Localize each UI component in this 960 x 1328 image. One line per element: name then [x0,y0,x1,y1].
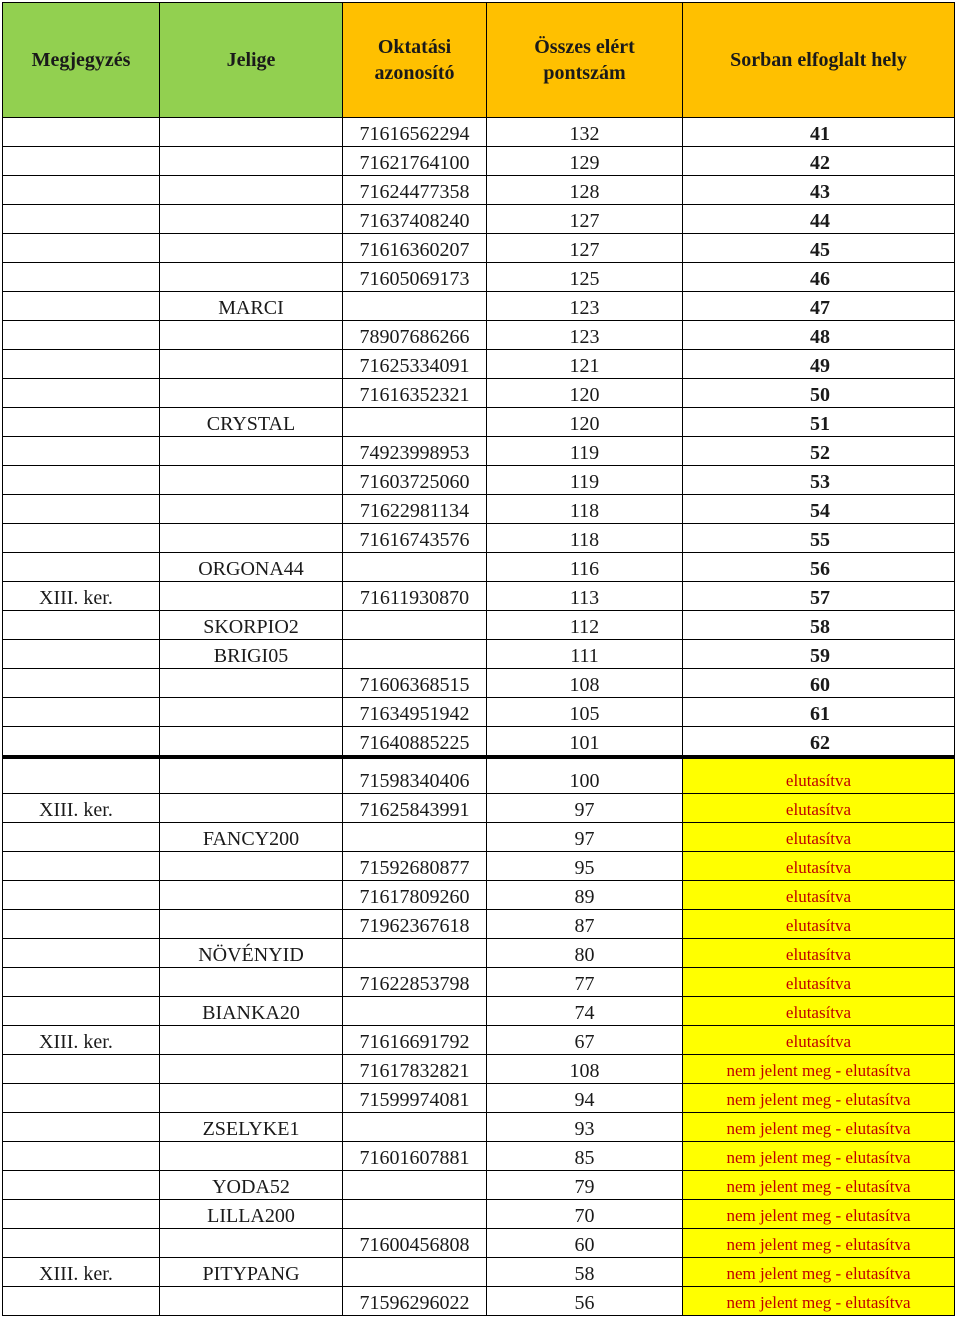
code-cell [160,350,343,379]
id-cell: 71962367618 [343,910,487,939]
score-cell: 116 [487,553,683,582]
rank-cell: 54 [683,495,955,524]
note-cell [3,524,160,553]
note-cell [3,997,160,1026]
note-cell [3,118,160,147]
id-cell: 71617832821 [343,1055,487,1084]
header-note: Megjegyzés [3,3,160,118]
score-cell: 121 [487,350,683,379]
note-cell [3,852,160,881]
score-cell: 97 [487,794,683,823]
rank-cell: 42 [683,147,955,176]
note-cell [3,910,160,939]
id-cell: 71596296022 [343,1287,487,1316]
note-cell [3,823,160,852]
status-cell: nem jelent meg - elutasítva [683,1084,955,1113]
rank-cell: 52 [683,437,955,466]
id-cell: 71600456808 [343,1229,487,1258]
note-cell [3,553,160,582]
table-row [3,1026,955,1055]
score-cell: 108 [487,1055,683,1084]
id-cell [343,997,487,1026]
status-cell: elutasítva [683,910,955,939]
id-cell: 71637408240 [343,205,487,234]
score-cell: 77 [487,968,683,997]
id-cell: 71616743576 [343,524,487,553]
code-cell: MARCI [160,292,343,321]
note-cell [3,350,160,379]
code-cell: ZSELYKE1 [160,1113,343,1142]
id-cell: 71611930870 [343,582,487,611]
note-cell [3,495,160,524]
score-cell: 127 [487,234,683,263]
table-row [3,939,955,968]
status-cell: nem jelent meg - elutasítva [683,1055,955,1084]
table-row [3,727,955,758]
table-row [3,408,955,437]
table-row [3,1113,955,1142]
note-cell [3,321,160,350]
id-cell: 78907686266 [343,321,487,350]
rank-cell: 46 [683,263,955,292]
code-cell: PITYPANG [160,1258,343,1287]
id-cell [343,1171,487,1200]
id-cell [343,1258,487,1287]
note-cell [3,1287,160,1316]
rank-cell: 62 [683,727,955,758]
score-cell: 119 [487,466,683,495]
score-cell: 93 [487,1113,683,1142]
id-cell: 71634951942 [343,698,487,727]
note-cell [3,881,160,910]
id-cell [343,408,487,437]
id-cell [343,1113,487,1142]
id-cell: 71616691792 [343,1026,487,1055]
status-cell: nem jelent meg - elutasítva [683,1142,955,1171]
score-cell: 127 [487,205,683,234]
id-cell: 71625334091 [343,350,487,379]
score-cell: 112 [487,611,683,640]
rank-cell: 50 [683,379,955,408]
score-cell: 108 [487,669,683,698]
table-row [3,466,955,495]
code-cell [160,1084,343,1113]
table-row [3,350,955,379]
status-cell: nem jelent meg - elutasítva [683,1229,955,1258]
table-row [3,823,955,852]
table-row [3,852,955,881]
code-cell: CRYSTAL [160,408,343,437]
note-cell [3,147,160,176]
id-cell [343,823,487,852]
table-row [3,1200,955,1229]
table-row [3,669,955,698]
note-cell [3,1200,160,1229]
id-cell: 71640885225 [343,727,487,758]
rank-cell: 48 [683,321,955,350]
id-cell [343,1200,487,1229]
results-table-wrapper [2,2,955,1316]
code-cell [160,321,343,350]
table-row [3,321,955,350]
rank-cell: 60 [683,669,955,698]
header-id-text: Oktatási azonosító [374,36,455,84]
note-cell [3,669,160,698]
note-cell: XIII. ker. [3,582,160,611]
table-row [3,553,955,582]
score-cell: 123 [487,292,683,321]
header-rank: Sorban elfoglalt hely [683,3,955,118]
table-row [3,234,955,263]
note-cell [3,205,160,234]
note-cell [3,437,160,466]
note-cell [3,1084,160,1113]
score-cell: 118 [487,524,683,553]
id-cell: 71621764100 [343,147,487,176]
code-cell: ORGONA44 [160,553,343,582]
id-cell: 71622853798 [343,968,487,997]
id-cell: 71592680877 [343,852,487,881]
id-cell [343,553,487,582]
code-cell [160,466,343,495]
table-row [3,968,955,997]
table-row [3,1142,955,1171]
score-cell: 94 [487,1084,683,1113]
code-cell [160,881,343,910]
code-cell [160,263,343,292]
code-cell [160,176,343,205]
rank-cell: 45 [683,234,955,263]
rank-cell: 41 [683,118,955,147]
table-row [3,698,955,727]
score-cell: 120 [487,408,683,437]
table-row [3,1229,955,1258]
table-row [3,118,955,147]
score-cell: 128 [487,176,683,205]
id-cell: 71599974081 [343,1084,487,1113]
table-row [3,794,955,823]
table-row [3,437,955,466]
status-cell: elutasítva [683,757,955,794]
code-cell [160,910,343,939]
rank-cell: 58 [683,611,955,640]
status-cell: elutasítva [683,881,955,910]
note-cell [3,1113,160,1142]
id-cell [343,939,487,968]
rank-cell: 44 [683,205,955,234]
status-cell: elutasítva [683,1026,955,1055]
note-cell [3,727,160,758]
code-cell: YODA52 [160,1171,343,1200]
id-cell [343,640,487,669]
note-cell [3,379,160,408]
rank-cell: 61 [683,698,955,727]
table-row [3,147,955,176]
id-cell: 71616352321 [343,379,487,408]
rank-cell: 51 [683,408,955,437]
status-cell: nem jelent meg - elutasítva [683,1200,955,1229]
code-cell [160,147,343,176]
note-cell [3,176,160,205]
id-cell: 71606368515 [343,669,487,698]
status-cell: elutasítva [683,939,955,968]
code-cell: FANCY200 [160,823,343,852]
id-cell: 74923998953 [343,437,487,466]
code-cell [160,379,343,408]
code-cell: BIANKA20 [160,997,343,1026]
rank-cell: 43 [683,176,955,205]
score-cell: 85 [487,1142,683,1171]
score-cell: 87 [487,910,683,939]
score-cell: 119 [487,437,683,466]
note-cell [3,1229,160,1258]
id-cell: 71617809260 [343,881,487,910]
table-row [3,757,955,794]
table-row [3,524,955,553]
note-cell [3,1171,160,1200]
code-cell [160,727,343,758]
header-code: Jelige [160,3,343,118]
table-body [3,118,955,1316]
note-cell: XIII. ker. [3,1258,160,1287]
header-id [343,3,487,118]
score-cell: 67 [487,1026,683,1055]
code-cell [160,437,343,466]
code-cell [160,698,343,727]
status-cell: elutasítva [683,852,955,881]
code-cell [160,669,343,698]
score-cell: 89 [487,881,683,910]
score-cell: 95 [487,852,683,881]
code-cell [160,794,343,823]
code-cell [160,1142,343,1171]
table-row [3,1287,955,1316]
code-cell: BRIGI05 [160,640,343,669]
table-row [3,611,955,640]
table-row [3,263,955,292]
score-cell: 70 [487,1200,683,1229]
note-cell [3,234,160,263]
status-cell: nem jelent meg - elutasítva [683,1171,955,1200]
id-cell: 71601607881 [343,1142,487,1171]
table-row [3,1084,955,1113]
status-cell: elutasítva [683,823,955,852]
note-cell [3,466,160,495]
rank-cell: 55 [683,524,955,553]
score-cell: 132 [487,118,683,147]
code-cell: SKORPIO2 [160,611,343,640]
table-row [3,1171,955,1200]
code-cell [160,852,343,881]
id-cell [343,611,487,640]
note-cell [3,611,160,640]
table-row [3,910,955,939]
id-cell: 71616360207 [343,234,487,263]
rank-cell: 59 [683,640,955,669]
code-cell [160,582,343,611]
score-cell: 56 [487,1287,683,1316]
code-cell: LILLA200 [160,1200,343,1229]
rank-cell: 49 [683,350,955,379]
score-cell: 105 [487,698,683,727]
score-cell: 79 [487,1171,683,1200]
code-cell [160,524,343,553]
score-cell: 58 [487,1258,683,1287]
status-cell: nem jelent meg - elutasítva [683,1113,955,1142]
note-cell [3,968,160,997]
code-cell [160,205,343,234]
results-table [2,2,955,1316]
status-cell: elutasítva [683,997,955,1026]
score-cell: 97 [487,823,683,852]
status-cell: elutasítva [683,794,955,823]
rank-cell: 56 [683,553,955,582]
rank-cell: 57 [683,582,955,611]
score-cell: 113 [487,582,683,611]
note-cell [3,640,160,669]
code-cell [160,1055,343,1084]
score-cell: 129 [487,147,683,176]
code-cell [160,1229,343,1258]
status-cell: elutasítva [683,968,955,997]
header-row [3,3,955,118]
rank-cell: 47 [683,292,955,321]
note-cell [3,698,160,727]
status-cell: nem jelent meg - elutasítva [683,1258,955,1287]
score-cell: 111 [487,640,683,669]
code-cell [160,1287,343,1316]
table-row [3,640,955,669]
score-cell: 120 [487,379,683,408]
table-row [3,205,955,234]
note-cell [3,292,160,321]
note-cell [3,408,160,437]
id-cell: 71603725060 [343,466,487,495]
table-row [3,1055,955,1084]
table-row [3,292,955,321]
header-score-text: Összes elért pontszám [534,36,635,84]
score-cell: 101 [487,727,683,758]
score-cell: 100 [487,757,683,794]
table-row [3,176,955,205]
status-cell: nem jelent meg - elutasítva [683,1287,955,1316]
score-cell: 125 [487,263,683,292]
score-cell: 60 [487,1229,683,1258]
table-row [3,582,955,611]
id-cell: 71598340406 [343,757,487,794]
note-cell [3,939,160,968]
table-row [3,379,955,408]
rank-cell: 53 [683,466,955,495]
note-cell: XIII. ker. [3,794,160,823]
note-cell: XIII. ker. [3,1026,160,1055]
code-cell: NÖVÉNYID [160,939,343,968]
score-cell: 80 [487,939,683,968]
note-cell [3,263,160,292]
id-cell: 71625843991 [343,794,487,823]
header-score [487,3,683,118]
code-cell [160,234,343,263]
id-cell: 71605069173 [343,263,487,292]
code-cell [160,757,343,794]
table-row [3,495,955,524]
id-cell: 71624477358 [343,176,487,205]
table-row [3,881,955,910]
code-cell [160,118,343,147]
score-cell: 118 [487,495,683,524]
id-cell [343,292,487,321]
id-cell: 71616562294 [343,118,487,147]
table-row [3,1258,955,1287]
code-cell [160,1026,343,1055]
score-cell: 123 [487,321,683,350]
note-cell [3,1142,160,1171]
note-cell [3,1055,160,1084]
table-row [3,997,955,1026]
id-cell: 71622981134 [343,495,487,524]
note-cell [3,757,160,794]
code-cell [160,968,343,997]
code-cell [160,495,343,524]
score-cell: 74 [487,997,683,1026]
